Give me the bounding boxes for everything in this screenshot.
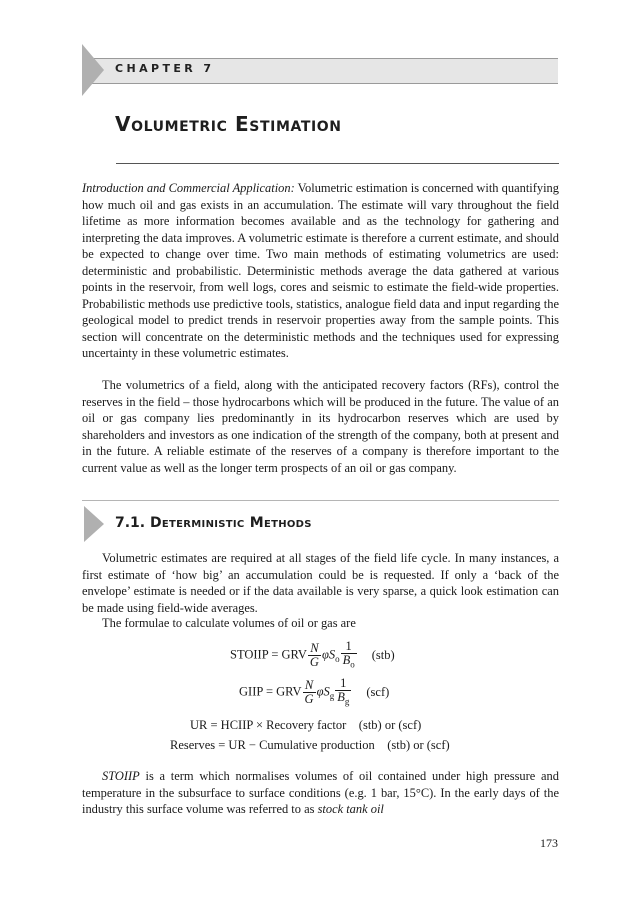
section-text-3: is a term which normalises volumes of oil contained under high pressure and temperature in the subsurface to surface conditions (e.g. 1 bar, 15°C). In the early days of the industry this surface volume was referred to as (82, 769, 559, 816)
section-paragraph-3 (82, 768, 559, 818)
eq-giip-ng (303, 679, 316, 706)
eq-giip-phi: φS (316, 684, 330, 699)
equation-ur: UR = HCIIP × Recovery factor (stb) or (scf) (190, 718, 422, 732)
eq-giip-b: B (337, 690, 345, 704)
section-number: 7.1. (115, 515, 146, 531)
stock-tank-oil-term: stock tank oil (317, 802, 384, 816)
eq-stoiip-lhs: STOIIP = GRV (230, 647, 307, 662)
intro-paragraph-1 (82, 180, 559, 362)
eq-giip-bg (335, 677, 351, 709)
intro-lead: Introduction and Commercial Application: (82, 181, 295, 195)
page-number: 173 (540, 836, 558, 850)
eq-stoiip-ng (308, 642, 321, 669)
eq-giip-unit: (scf) (366, 684, 390, 699)
section-title: Deterministic Methods (150, 515, 312, 531)
chapter-arrow-icon (82, 44, 104, 96)
eq-stoiip-sat-sub: o (335, 654, 340, 665)
stoiip-term: STOIIP (102, 769, 140, 783)
section-heading (115, 515, 312, 531)
equation-stoiip (230, 640, 395, 672)
eq-stoiip-one: 1 (341, 640, 357, 654)
chapter-title: Volumetric Estimation (115, 112, 342, 136)
chapter-label: CHAPTER 7 (115, 62, 215, 75)
eq-stoiip-n: N (308, 642, 321, 656)
eq-giip-b-sub: g (344, 696, 350, 707)
eq-stoiip-b-sub: o (350, 659, 355, 670)
eq-stoiip-g: G (309, 655, 319, 670)
eq-giip-sat-sub: g (329, 691, 335, 702)
eq-giip-g: G (304, 692, 314, 707)
intro-text-1: Volumetric estimation is concerned with quantifying how much oil and gas exists in an accumulation. The estimate will vary throughout the field lifetime as more information becomes available and as the technology for gathering and interpreting the data improves. A volumetric estimate is therefore a current estimate, and should be expected to change over time. Two main methods of estimating volumetrics are used: deterministic and probabilistic. Deterministic methods average the data gathered at various points in the reservoir, from well logs, cores and seismic to estimate the field-wide properties. Probabilistic methods use predictive tools, statistics, analogue field data and input regarding the geological model to predict trends in reservoir properties away from the sample points. This section will concentrate on the deterministic methods and the techniques used for expressing uncertainty in these volumetric estimates. (82, 181, 559, 360)
section-divider (82, 500, 559, 501)
eq-giip-n: N (303, 679, 316, 693)
section-paragraph-2: The formulae to calculate volumes of oil or gas are (102, 616, 356, 630)
eq-giip-one: 1 (335, 677, 351, 691)
title-divider (116, 163, 559, 164)
eq-stoiip-unit: (stb) (371, 647, 395, 662)
eq-stoiip-phi: φS (321, 647, 336, 662)
intro-paragraph-2: The volumetrics of a field, along with the anticipated recovery factors (RFs), control the reserves in the field – those hydrocarbons which will be produced in the future. The value of an oil or gas company lies predominantly in its hydrocarbon reserves which are used by shareholders and investors as one indication of the strength of the company, both at present and in the future. A reliable estimate of the reserves of a company is therefore important to the current value as well as the longer term prospects of an oil or gas company. (82, 378, 559, 475)
eq-giip-lhs: GIIP = GRV (239, 684, 302, 699)
equation-reserves: Reserves = UR − Cumulative production (stb) or (scf) (170, 738, 450, 752)
eq-stoiip-b: B (342, 653, 351, 667)
eq-stoiip-bo (341, 640, 357, 672)
section-arrow-icon (84, 506, 104, 542)
equation-giip (239, 677, 389, 709)
section-paragraph-1: Volumetric estimates are required at all stages of the field life cycle. In many instances, a first estimate of ‘how big’ an accumulation could be is requested. If only a ‘back of the envelope’ estimate is needed or if the data available is very sparse, a quick look estimation can be made using field-wide averages. (82, 551, 559, 615)
